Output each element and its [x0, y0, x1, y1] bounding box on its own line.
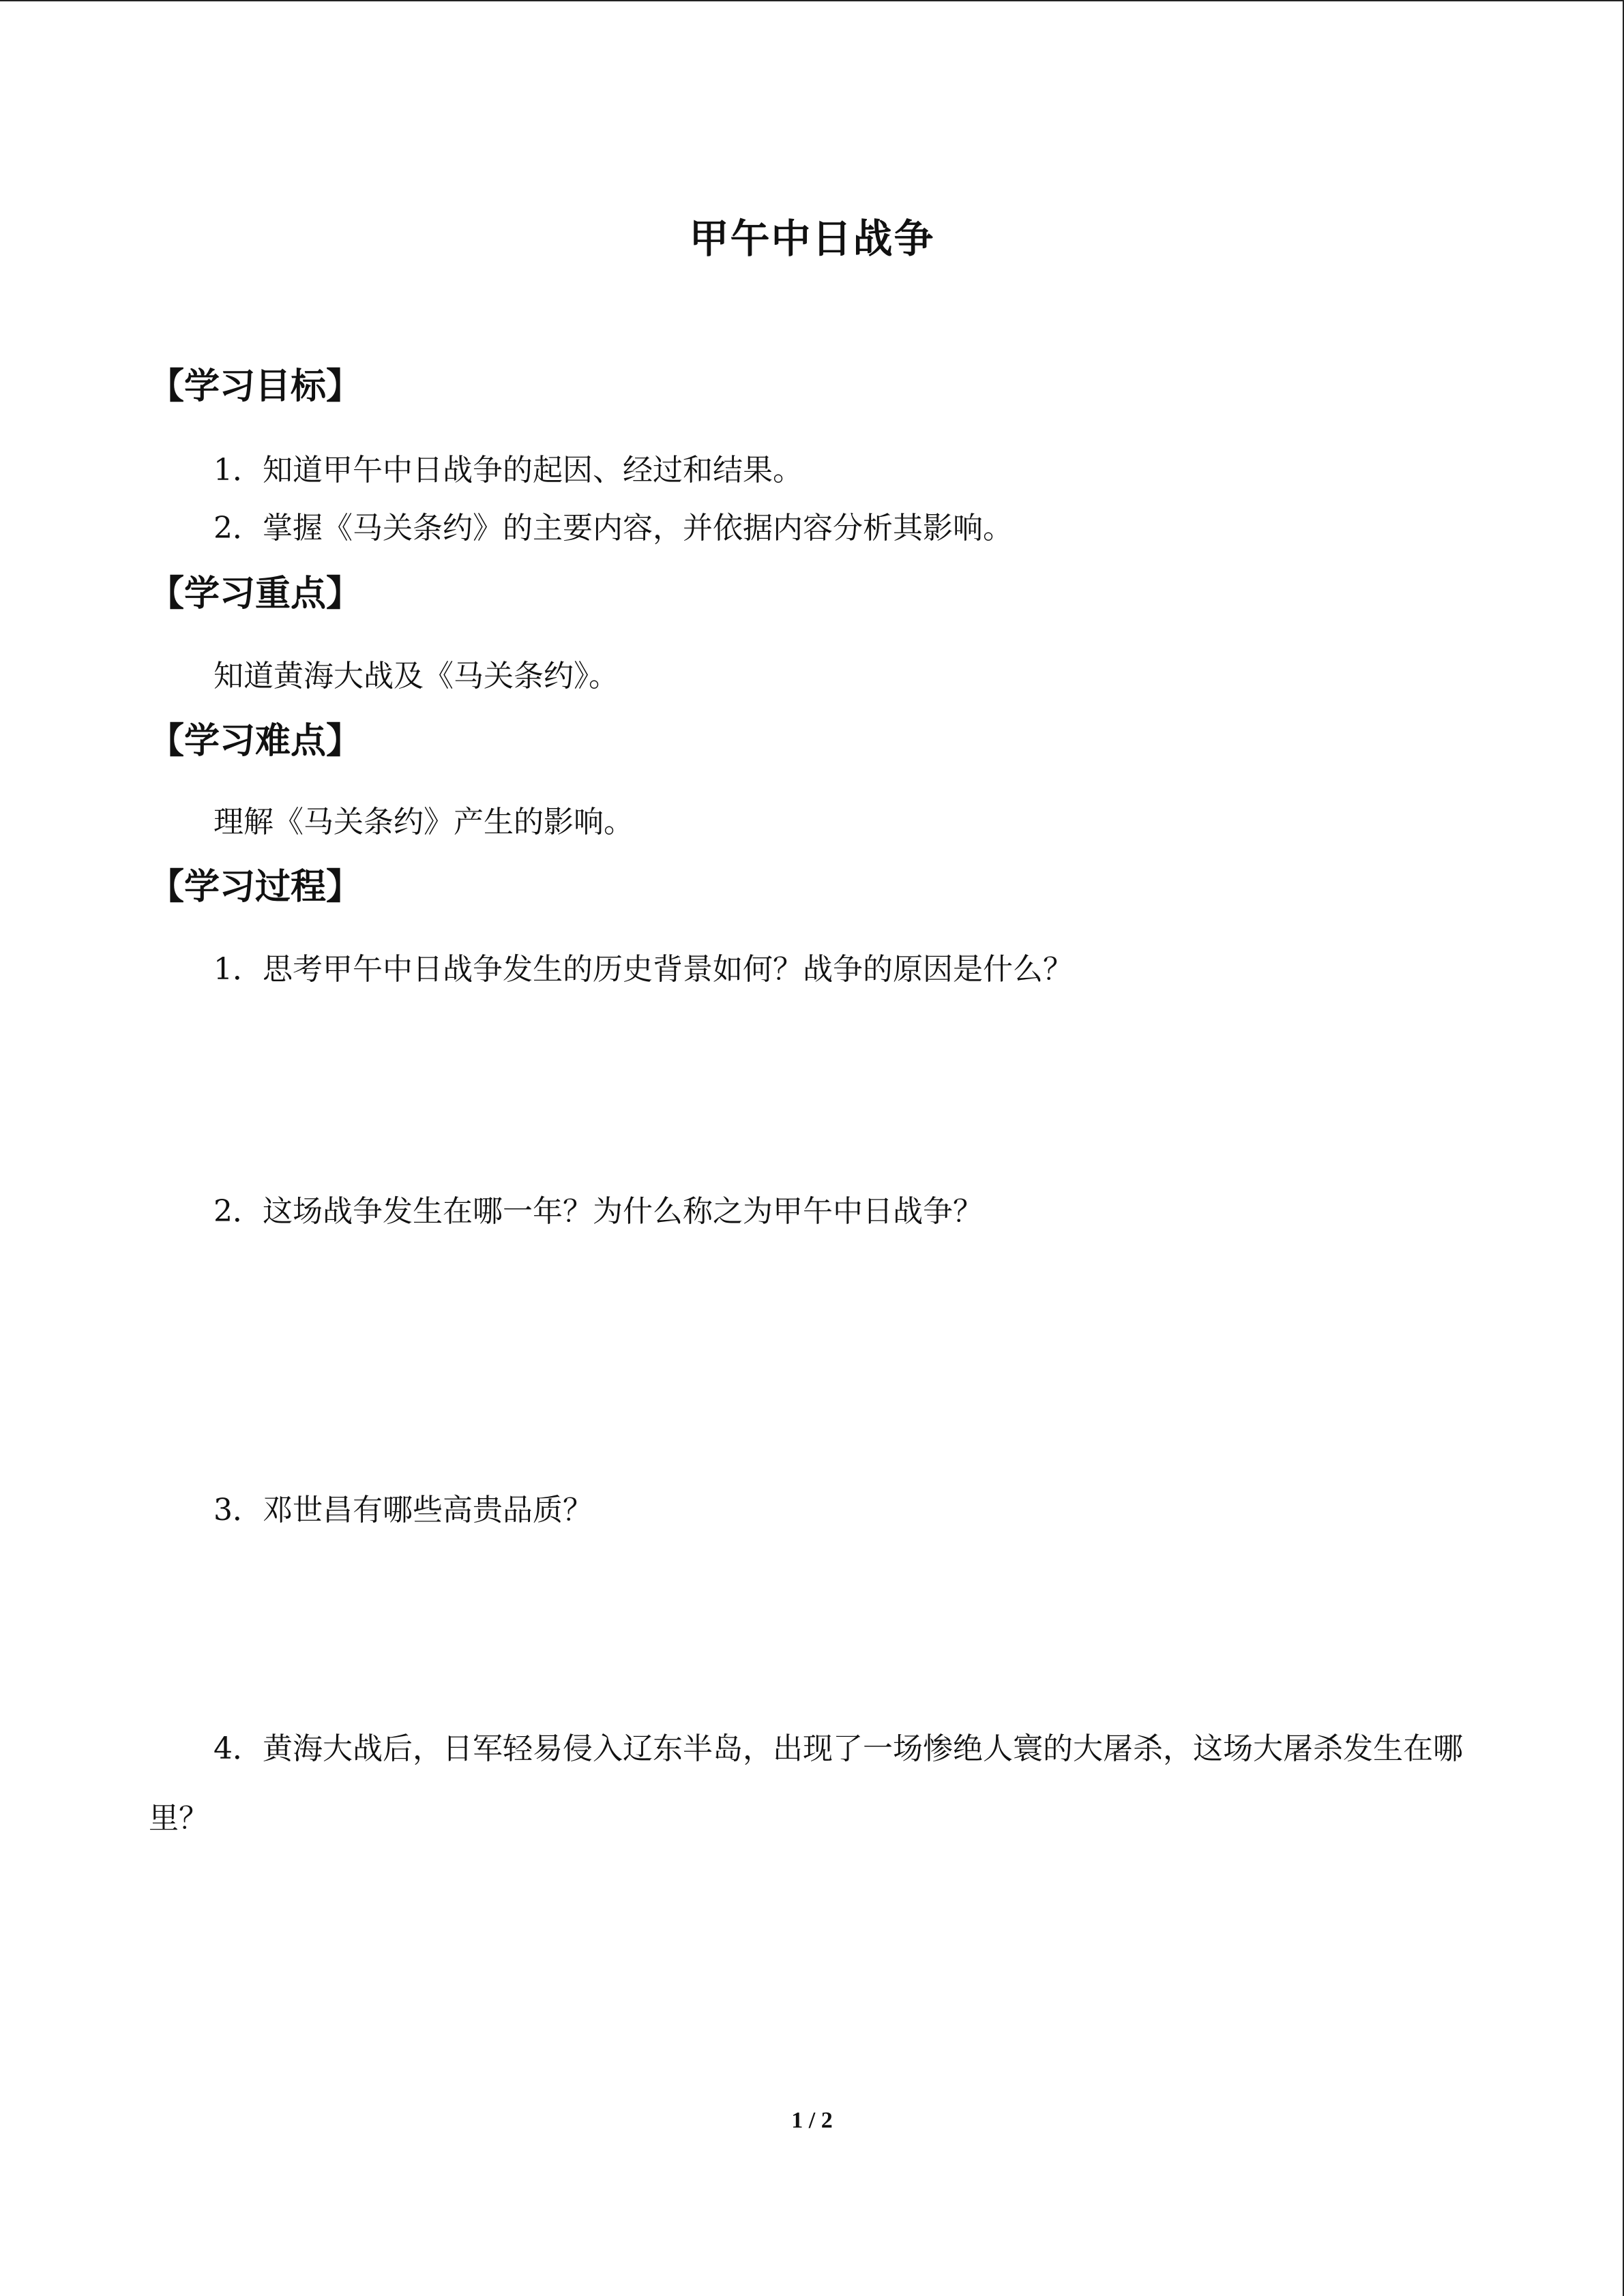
process-question-1: 1．思考甲午中日战争发生的历史背景如何？战争的原因是什么？	[213, 952, 1073, 987]
section-heading-difficulties: 【学习难点】	[149, 721, 362, 762]
goal-item-2: 2．掌握《马关条约》的主要内容，并依据内容分析其影响。	[213, 511, 1013, 546]
page-number: 1 / 2	[791, 2108, 833, 2133]
section-heading-goals: 【学习目标】	[149, 366, 362, 407]
process-question-2: 2．这场战争发生在哪一年？为什么称之为甲午中日战争？	[213, 1194, 983, 1229]
process-question-4: 4．黄海大战后，日军轻易侵入辽东半岛，出现了一场惨绝人寰的大屠杀，这场大屠杀发生在哪里？	[149, 1731, 1463, 1836]
section-heading-process: 【学习过程】	[149, 867, 362, 908]
section-heading-key-points: 【学习重点】	[149, 573, 362, 614]
document-title: 甲午中日战争	[689, 215, 935, 262]
difficulties-text: 理解《马关条约》产生的影响。	[213, 805, 634, 839]
key-points-text: 知道黄海大战及《马关条约》。	[213, 659, 619, 694]
page-border-top	[0, 0, 1624, 1]
process-question-3: 3．邓世昌有哪些高贵品质？	[213, 1493, 593, 1527]
goal-item-1: 1．知道甲午中日战争的起因、经过和结果。	[213, 453, 803, 488]
